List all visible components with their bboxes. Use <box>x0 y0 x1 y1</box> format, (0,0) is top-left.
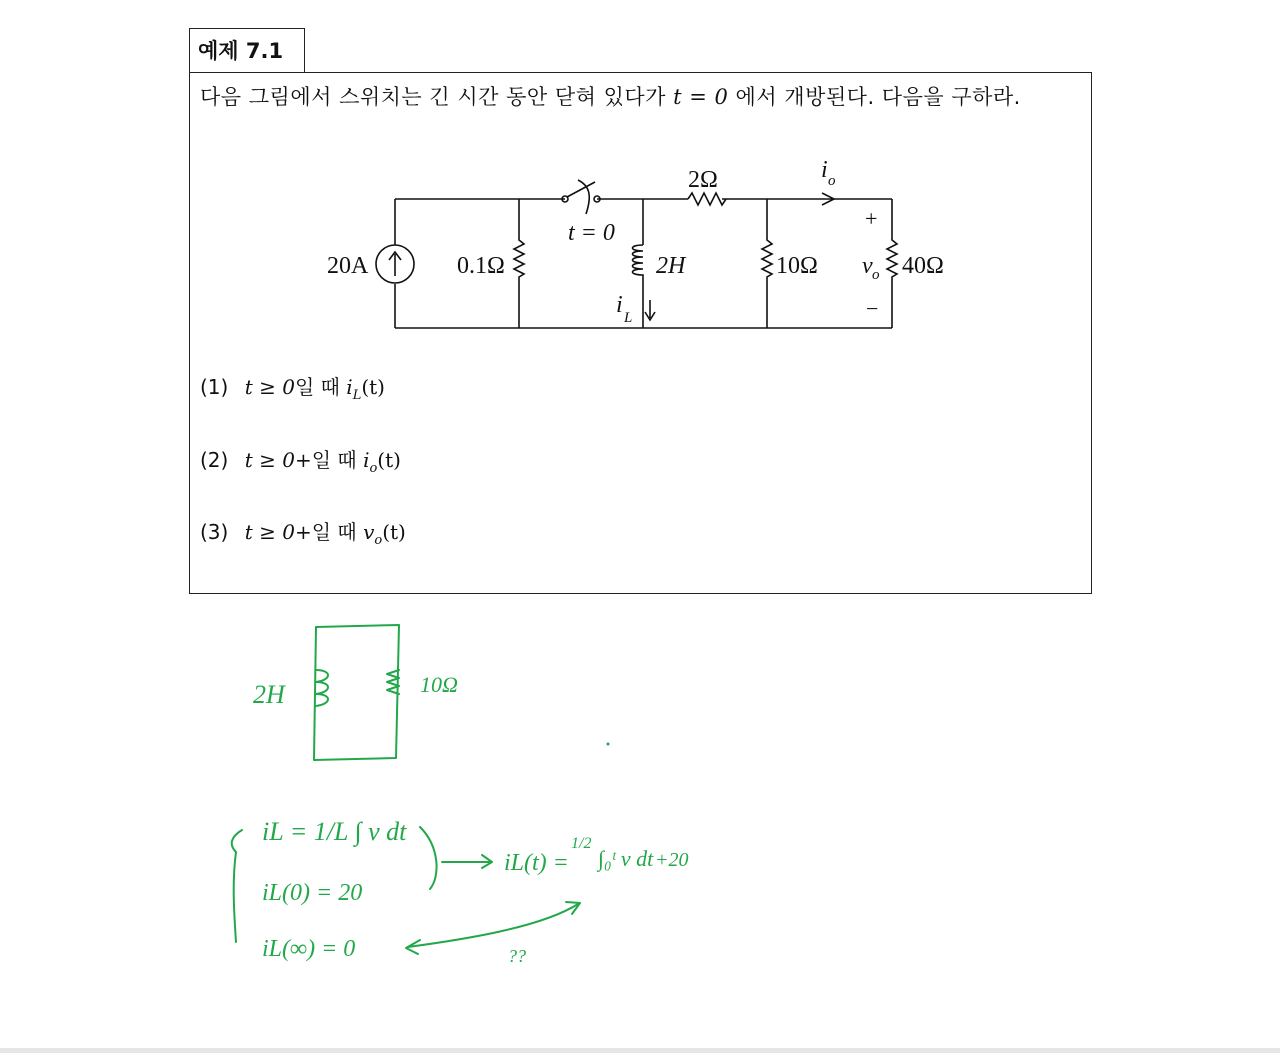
question-2-num: (2) <box>200 448 229 472</box>
question-2-arg: (t) <box>377 448 401 472</box>
source-arrow <box>389 252 401 276</box>
vo-minus: − <box>866 296 879 321</box>
resistor-10 <box>762 199 772 328</box>
sketch-paren <box>420 827 437 889</box>
question-1-var: i <box>346 375 353 399</box>
inductor-coil <box>633 245 644 328</box>
question-1-sub: L <box>352 388 362 403</box>
sketch-curve-arrow <box>408 904 578 947</box>
question-1 <box>200 372 385 411</box>
question-2-when: 일 때 <box>311 448 357 472</box>
eq-il-infinity: iL(∞) = 0 <box>262 936 356 962</box>
handwritten-notes <box>0 600 1280 1040</box>
switch-blade <box>567 182 595 197</box>
question-marks: ?? <box>508 946 526 966</box>
question-2-var: i <box>363 448 370 472</box>
question-1-arg: (t) <box>361 375 385 399</box>
question-2-cond: t ≥ 0+ <box>244 448 312 472</box>
bottom-divider <box>0 1048 1280 1053</box>
question-3-num: (3) <box>200 520 229 544</box>
result-integral: ∫₀ᵗ v dt <box>598 846 654 871</box>
question-2-sub: o <box>369 461 378 476</box>
il-arrow <box>645 300 655 320</box>
question-3-cond: t ≥ 0+ <box>244 520 312 544</box>
r1-label: 0.1Ω <box>457 253 505 279</box>
sketch-right-arrow <box>442 855 492 868</box>
vo-label: v <box>862 253 873 279</box>
sketch-brace <box>232 830 242 942</box>
question-3-when: 일 때 <box>311 520 357 544</box>
sketch-inductor-label: 2H <box>253 680 285 709</box>
inductor-label: 2H <box>656 253 686 279</box>
sketch-inductor <box>316 670 328 706</box>
result-frac: 1/2 <box>571 835 592 852</box>
source-label: 20A <box>327 253 369 279</box>
vo-sub: o <box>872 267 880 283</box>
question-1-num: (1) <box>200 375 229 399</box>
r3-label: 10Ω <box>776 253 818 279</box>
ink-dot <box>607 743 610 746</box>
vo-plus: + <box>865 206 878 231</box>
io-label: i <box>821 157 828 183</box>
resistor-40 <box>887 199 897 328</box>
question-2 <box>200 445 401 484</box>
r4-label: 40Ω <box>902 253 944 279</box>
io-sub: o <box>828 173 836 189</box>
result-plus: +20 <box>655 849 689 871</box>
question-3 <box>200 517 406 556</box>
question-3-arg: (t) <box>382 520 406 544</box>
eq-il-zero: iL(0) = 20 <box>262 880 363 906</box>
statement-before: 다음 그림에서 스위치는 긴 시간 동안 닫혀 있다가 <box>200 85 674 109</box>
resistor-0-1 <box>514 199 524 328</box>
question-3-var: v <box>363 520 375 544</box>
switch-label: t = 0 <box>568 220 615 246</box>
eq-il-integral: iL = 1/L ∫ v dt <box>262 817 407 846</box>
example-title: 예제 7.1 <box>189 28 305 72</box>
statement-math: t = 0 <box>673 85 729 109</box>
question-1-cond: t ≥ 0 <box>244 375 295 399</box>
result-lhs: iL(t) = <box>504 850 569 876</box>
question-1-when: 일 때 <box>294 375 340 399</box>
question-3-sub: o <box>374 533 383 548</box>
statement-after: 에서 개방된다. 다음을 구하라. <box>728 85 1021 109</box>
r2-label: 2Ω <box>688 167 718 193</box>
sketch-resistor-label: 10Ω <box>420 672 458 697</box>
il-sub: L <box>624 310 633 326</box>
resistor-2 <box>688 193 726 205</box>
il-label: i <box>616 292 623 318</box>
sketch-loop <box>314 625 399 760</box>
